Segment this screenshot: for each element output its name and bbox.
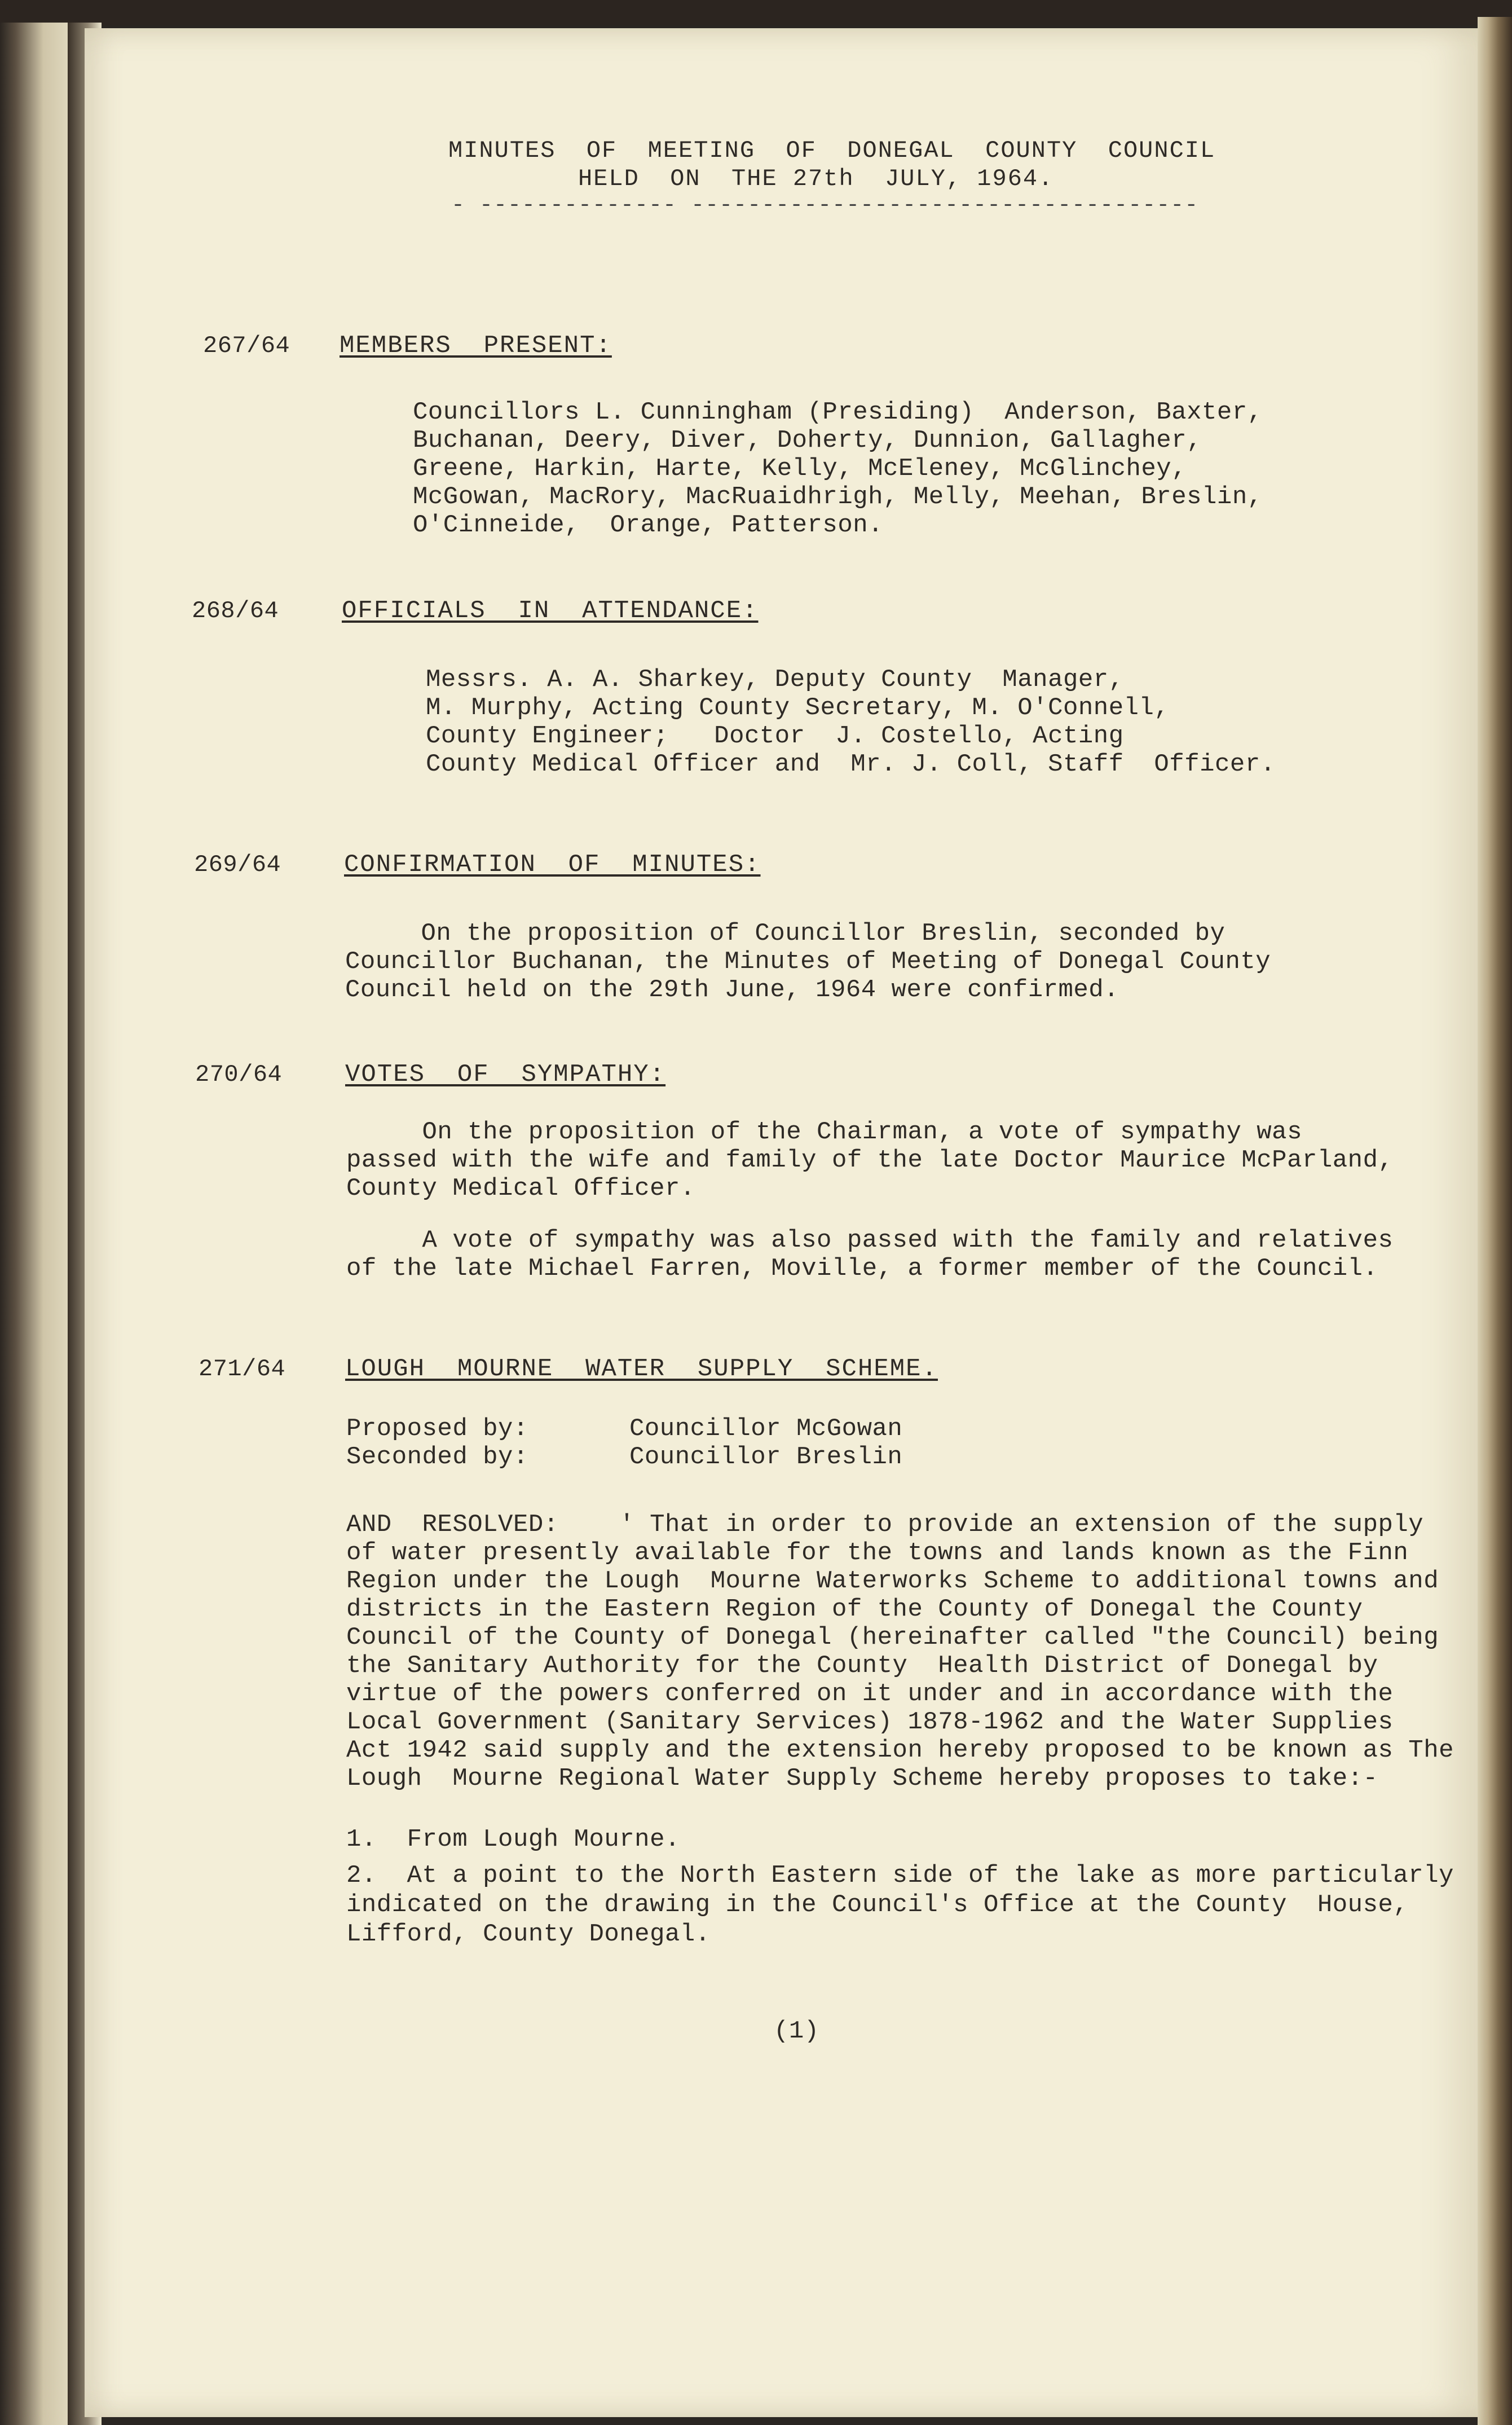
confirmation-line-3: Council held on the 29th June, 1964 were confirmed.: [345, 976, 1119, 1004]
heading-votes-sympathy: VOTES OF SYMPATHY:: [345, 1060, 666, 1089]
page-number: (1): [774, 2017, 819, 2045]
confirmation-line-1: On the proposition of Councillor Breslin, seconded by: [345, 919, 1226, 948]
heading-lough-mourne: LOUGH MOURNE WATER SUPPLY SCHEME.: [345, 1355, 938, 1383]
sympathy-p2-line-2: of the late Michael Farren, Moville, a former member of the Council.: [346, 1255, 1378, 1283]
title-rule: - -------------- ------------------------------------: [451, 193, 1199, 218]
proposed-by-label: Proposed by:: [346, 1415, 528, 1443]
seconded-by-label: Seconded by:: [346, 1443, 528, 1471]
members-line-5: O'Cinneide, Orange, Patterson.: [413, 511, 884, 539]
resolution-line-7: virtue of the powers conferred on it under and in accordance with the: [346, 1680, 1394, 1708]
document-title-line2: HELD ON THE 27th JULY, 1964.: [578, 165, 1054, 192]
resolution-line-1: AND RESOLVED: ' That in order to provide an extension of the supply: [346, 1511, 1424, 1539]
members-line-4: McGowan, MacRory, MacRuaidhrigh, Melly, Meehan, Breslin,: [413, 483, 1263, 511]
minute-number-268: 268/64: [192, 597, 279, 624]
sympathy-p1-line-1: On the proposition of the Chairman, a vote of sympathy was: [346, 1118, 1302, 1146]
page-stack-edge: [1478, 17, 1512, 2425]
officials-line-3: County Engineer; Doctor J. Costello, Acting: [426, 722, 1124, 750]
heading-confirmation: CONFIRMATION OF MINUTES:: [344, 851, 761, 879]
resolution-line-5: Council of the County of Donegal (hereinafter called "the Council) being: [346, 1623, 1439, 1652]
resolution-line-10: Lough Mourne Regional Water Supply Scheme hereby proposes to take:-: [346, 1764, 1378, 1793]
item-2-line-3: Lifford, County Donegal.: [346, 1920, 711, 1948]
resolution-line-8: Local Government (Sanitary Services) 1878-1962 and the Water Supplies: [346, 1708, 1394, 1736]
sympathy-p1-line-2: passed with the wife and family of the late Doctor Maurice McParland,: [346, 1146, 1394, 1174]
book-top-shadow: [0, 0, 1512, 25]
members-line-3: Greene, Harkin, Harte, Kelly, McEleney, McGlinchey,: [413, 455, 1187, 483]
members-line-2: Buchanan, Deery, Diver, Doherty, Dunnion, Gallagher,: [413, 426, 1202, 455]
minute-number-270: 270/64: [195, 1061, 283, 1088]
heading-officials: OFFICIALS IN ATTENDANCE:: [342, 597, 759, 625]
proposed-by-value: Councillor McGowan: [629, 1415, 903, 1443]
resolution-line-2: of water presently available for the towns and lands known as the Finn: [346, 1539, 1409, 1567]
heading-members-present: MEMBERS PRESENT:: [340, 332, 612, 360]
sympathy-p2-line-1: A vote of sympathy was also passed with the family and relatives: [346, 1226, 1394, 1255]
minute-number-271: 271/64: [199, 1355, 286, 1383]
officials-line-4: County Medical Officer and Mr. J. Coll, Staff Officer.: [426, 750, 1276, 778]
document-title-line1: MINUTES OF MEETING OF DONEGAL COUNTY COUNCIL: [448, 137, 1216, 164]
facing-page-edge: [0, 23, 79, 2425]
item-1: 1. From Lough Mourne.: [346, 1825, 680, 1854]
minute-number-267: 267/64: [203, 332, 290, 359]
confirmation-line-2: Councillor Buchanan, the Minutes of Meeting of Donegal County: [345, 948, 1271, 976]
resolution-line-9: Act 1942 said supply and the extension hereby proposed to be known as The: [346, 1736, 1454, 1764]
officials-line-2: M. Murphy, Acting County Secretary, M. O'Connell,: [426, 694, 1170, 722]
sympathy-p1-line-3: County Medical Officer.: [346, 1174, 695, 1203]
seconded-by-value: Councillor Breslin: [629, 1443, 903, 1471]
officials-line-1: Messrs. A. A. Sharkey, Deputy County Manager,: [426, 666, 1124, 694]
resolution-line-4: districts in the Eastern Region of the County of Donegal the County: [346, 1595, 1363, 1623]
minute-number-269: 269/64: [194, 851, 281, 878]
resolution-line-6: the Sanitary Authority for the County Health District of Donegal by: [346, 1652, 1378, 1680]
document-page: [85, 28, 1478, 2417]
item-2-line-1: 2. At a point to the North Eastern side of the lake as more particularly: [346, 1861, 1454, 1890]
resolution-line-3: Region under the Lough Mourne Waterworks Scheme to additional towns and: [346, 1567, 1439, 1595]
item-2-line-2: indicated on the drawing in the Council's Office at the County House,: [346, 1891, 1409, 1919]
members-line-1: Councillors L. Cunningham (Presiding) Anderson, Baxter,: [413, 398, 1263, 426]
